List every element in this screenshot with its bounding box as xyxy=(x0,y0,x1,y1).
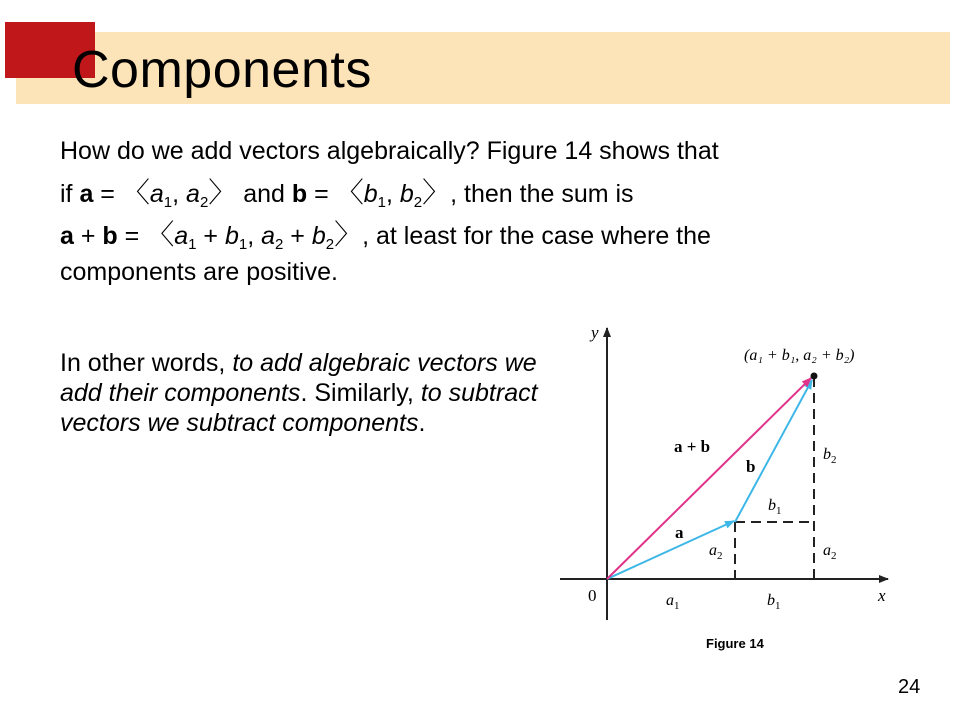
svg-text:b2: $b_2$ xyxy=(823,446,837,466)
vector-a-label: a xyxy=(675,523,684,542)
paragraph-line-2: if a = 〈$a_1$, $a_2$〉 and b = 〈$b_1$, $b_2$〉, then the sum is xyxy=(60,177,634,211)
sum-point xyxy=(811,373,818,380)
paragraph-line-1: How do we add vectors algebraically? Figure 14 shows that xyxy=(60,137,719,165)
paragraph-vector-addition xyxy=(60,130,920,288)
y-axis-label: y xyxy=(591,323,599,342)
paragraph-line-4: components are positive. xyxy=(60,258,338,286)
point-label: (a₁ + b₁, a₂ + b₂) xyxy=(744,347,855,364)
origin-label: 0 xyxy=(588,586,597,605)
vector-addition-figure xyxy=(558,322,898,624)
svg-text:b1: $b_1$ xyxy=(768,497,782,517)
svg-text:a2: $a_2$ xyxy=(823,542,837,562)
figure-caption: Figure 14 xyxy=(706,636,764,651)
paragraph-line-3: a + b = 〈$a_1 + b_1$, $a_2 + b_2$〉, at least for the case where the xyxy=(60,219,711,253)
emphasis-add-components: to add algebraic vectors we add their components xyxy=(60,349,537,407)
vector-b-label: b xyxy=(746,457,756,476)
vector-sum-label: a + b xyxy=(674,437,711,456)
x-axis-label: x xyxy=(878,586,886,605)
svg-text:a2: $a_2$ xyxy=(709,542,723,562)
svg-text:a1: $a_1$ xyxy=(666,592,680,612)
component-guides xyxy=(735,377,814,579)
svg-text:b1: $b_1$ xyxy=(767,592,781,612)
emphasis-subtract-components: to subtract vectors we subtract components xyxy=(60,379,538,437)
slide-title: Components xyxy=(72,41,372,99)
page-number: 24 xyxy=(898,676,921,698)
paragraph-in-other-words: In other words, to add algebraic vectors we add their components. Similarly, to subtract vectors we subtract components. xyxy=(60,349,538,437)
